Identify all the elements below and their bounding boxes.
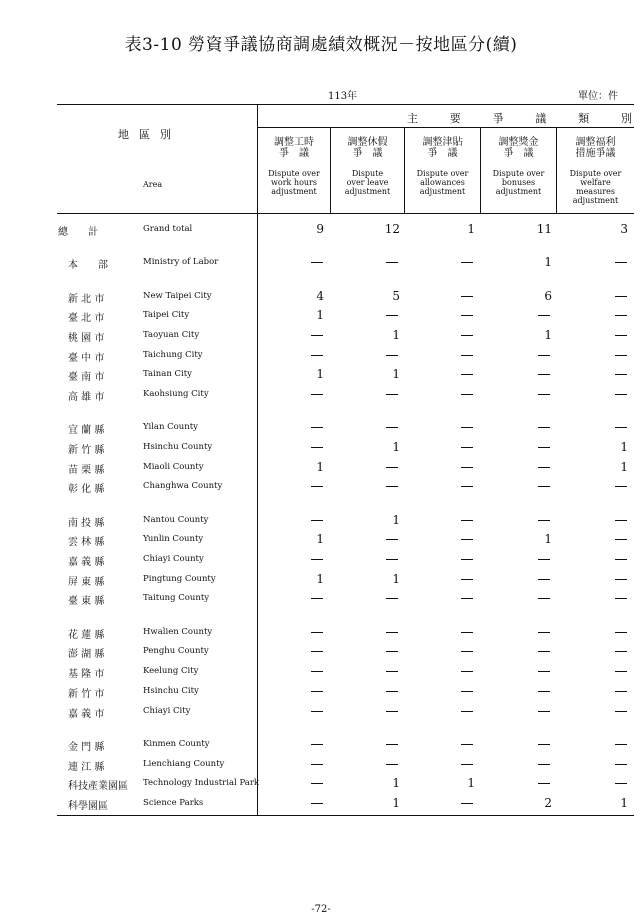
cell-value — [311, 783, 323, 784]
cell-value: 2 — [544, 796, 552, 810]
cell-value: 1 — [316, 532, 324, 546]
table-row — [58, 758, 634, 772]
row-label-en: Kaohsiung City — [143, 389, 209, 399]
cell-value — [386, 467, 398, 468]
column-header — [331, 137, 404, 196]
cell-value: 1 — [392, 367, 400, 381]
table-top-rule — [57, 104, 634, 105]
major-header-char: 主 — [407, 112, 418, 125]
major-header-char: 爭 — [492, 112, 504, 125]
cell-value — [538, 559, 550, 560]
cell-value — [615, 335, 627, 336]
cell-value — [461, 691, 473, 692]
cell-value: 1 — [620, 440, 628, 454]
row-label-en: Yilan County — [143, 422, 198, 432]
page-number: -72- — [311, 904, 331, 915]
cell-value — [615, 315, 627, 316]
cell-value — [461, 598, 473, 599]
cell-value: 11 — [536, 222, 552, 236]
cell-value — [386, 355, 398, 356]
cell-value — [386, 539, 398, 540]
cell-value — [615, 764, 627, 765]
cell-value — [461, 520, 473, 521]
cell-value — [311, 598, 323, 599]
cell-value — [538, 671, 550, 672]
year-label: 113年 — [328, 91, 358, 102]
row-label-zh: 屏 東 縣 — [58, 577, 105, 588]
cell-value — [538, 711, 550, 712]
cell-value — [386, 764, 398, 765]
row-label-zh: 新 竹 縣 — [58, 445, 105, 456]
row-label-en: Kinmen County — [143, 739, 210, 749]
cell-value — [538, 467, 550, 468]
cell-value — [615, 598, 627, 599]
subheader-rule — [258, 127, 634, 128]
cell-value — [461, 486, 473, 487]
cell-value — [538, 447, 550, 448]
row-label-zh: 苗 栗 縣 — [58, 465, 105, 476]
row-label-en: Yunlin County — [143, 534, 204, 544]
region-header: 地區別 — [118, 128, 181, 141]
row-label-zh: 總 計 — [58, 227, 98, 238]
table-row — [58, 626, 634, 640]
cell-value — [311, 335, 323, 336]
cell-value — [386, 427, 398, 428]
cell-value — [538, 394, 550, 395]
cell-value — [386, 598, 398, 599]
row-label-zh: 彰 化 縣 — [58, 484, 105, 495]
cell-value — [538, 632, 550, 633]
row-label-en: Penghu County — [143, 646, 209, 656]
cell-value — [538, 764, 550, 765]
row-label-zh: 連 江 縣 — [58, 762, 105, 773]
row-label-zh: 宜 蘭 縣 — [58, 425, 105, 436]
cell-value — [461, 335, 473, 336]
column-header-en: Dispute over welfare measures adjustment — [569, 169, 622, 205]
row-label-zh: 金 門 縣 — [58, 742, 105, 753]
cell-value — [461, 651, 473, 652]
row-label-zh: 桃 園 市 — [58, 333, 105, 344]
table-row — [58, 290, 634, 304]
cell-value: 1 — [467, 776, 475, 790]
cell-value — [386, 744, 398, 745]
cell-value — [615, 651, 627, 652]
cell-value — [615, 691, 627, 692]
table-row — [58, 309, 634, 323]
row-label-en: Hwalien County — [143, 627, 213, 637]
cell-value — [538, 783, 550, 784]
cell-value — [461, 447, 473, 448]
cell-value — [538, 520, 550, 521]
cell-value — [461, 559, 473, 560]
cell-value — [538, 355, 550, 356]
cell-value — [461, 427, 473, 428]
column-header — [405, 137, 480, 196]
cell-value — [311, 262, 323, 263]
cell-value: 1 — [544, 532, 552, 546]
unit-label: 單位：件 — [578, 91, 618, 102]
row-label-en: Taichung City — [143, 350, 203, 360]
row-label-zh: 雲 林 縣 — [58, 537, 105, 548]
cell-value: 1 — [316, 572, 324, 586]
cell-value — [461, 744, 473, 745]
major-header-char: 要 — [449, 112, 461, 125]
row-label-en: Science Parks — [143, 798, 204, 808]
cell-value — [538, 744, 550, 745]
cell-value — [461, 803, 473, 804]
cell-value — [615, 579, 627, 580]
cell-value: 1 — [544, 328, 552, 342]
cell-value: 1 — [316, 308, 324, 322]
row-label-zh: 南 投 縣 — [58, 518, 105, 529]
cell-value: 12 — [384, 222, 400, 236]
cell-value — [386, 651, 398, 652]
cell-value: 1 — [620, 460, 628, 474]
column-header-zh: 調整獎金 爭 議 — [498, 137, 539, 159]
cell-value — [461, 671, 473, 672]
cell-value: 1 — [544, 255, 552, 269]
row-label-zh: 嘉 義 市 — [58, 709, 105, 720]
column-header-en: Dispute over allowances adjustment — [416, 169, 469, 196]
row-label-en: Changhwa County — [143, 481, 223, 491]
table-row — [58, 461, 634, 475]
table-title: 表3-10 勞資爭議協商調處績效概況－按地區分(續) — [124, 35, 518, 55]
cell-value — [311, 394, 323, 395]
row-label-zh: 高 雄 市 — [58, 392, 105, 403]
cell-value — [461, 394, 473, 395]
table-row — [58, 256, 634, 270]
row-label-en: New Taipei City — [143, 291, 212, 301]
row-label-zh: 本 部 — [58, 260, 108, 271]
cell-value — [615, 783, 627, 784]
cell-value — [615, 486, 627, 487]
row-label-zh: 臺 北 市 — [58, 313, 105, 324]
cell-value: 1 — [620, 796, 628, 810]
table-row — [58, 685, 634, 699]
column-header — [557, 137, 634, 205]
column-header-zh: 調整津貼 爭 議 — [422, 137, 463, 159]
column-header-en: Dispute over leave adjustment — [344, 169, 391, 196]
cell-value — [311, 486, 323, 487]
major-header-char: 議 — [535, 112, 547, 125]
cell-value — [461, 539, 473, 540]
cell-value — [615, 394, 627, 395]
row-label-en: Keelung City — [143, 666, 199, 676]
column-header-en: Dispute over bonuses adjustment — [492, 169, 545, 196]
cell-value: 9 — [316, 222, 324, 236]
row-label-zh: 科技產業園區 — [58, 781, 128, 792]
table-row — [58, 349, 634, 363]
cell-value — [311, 671, 323, 672]
cell-value: 1 — [392, 440, 400, 454]
cell-value — [615, 374, 627, 375]
cell-value — [461, 579, 473, 580]
cell-value — [311, 355, 323, 356]
column-header — [258, 137, 330, 196]
cell-value: 1 — [392, 776, 400, 790]
cell-value — [615, 671, 627, 672]
table-row — [58, 645, 634, 659]
row-label-zh: 花 蓮 縣 — [58, 630, 105, 641]
cell-value: 1 — [392, 572, 400, 586]
cell-value: 3 — [620, 222, 628, 236]
area-header: Area — [143, 180, 163, 189]
column-header-zh: 調整休假 爭 議 — [347, 137, 388, 159]
cell-value: 5 — [392, 289, 400, 303]
column-header-en: Dispute over work hours adjustment — [268, 169, 320, 196]
row-label-en: Hsinchu County — [143, 442, 213, 452]
row-label-zh: 嘉 義 縣 — [58, 557, 105, 568]
cell-value — [461, 296, 473, 297]
cell-value — [461, 764, 473, 765]
cell-value — [311, 803, 323, 804]
cell-value — [386, 711, 398, 712]
row-label-en: Lienchiang County — [143, 759, 225, 769]
cell-value — [461, 632, 473, 633]
cell-value — [386, 632, 398, 633]
table-row — [58, 553, 634, 567]
cell-value — [386, 486, 398, 487]
cell-value — [311, 447, 323, 448]
header-bottom-rule — [57, 213, 634, 214]
row-label-zh: 臺 東 縣 — [58, 596, 105, 607]
cell-value — [615, 427, 627, 428]
row-label-en: Tainan City — [143, 369, 192, 379]
cell-value — [311, 744, 323, 745]
cell-value — [311, 651, 323, 652]
cell-value: 6 — [544, 289, 552, 303]
cell-value — [615, 559, 627, 560]
table-row — [58, 665, 634, 679]
table-row — [58, 705, 634, 719]
row-label-en: Taoyuan City — [143, 330, 200, 340]
cell-value — [538, 579, 550, 580]
cell-value — [461, 262, 473, 263]
row-label-zh: 澎 湖 縣 — [58, 649, 105, 660]
cell-value — [538, 374, 550, 375]
table-row — [58, 592, 634, 606]
cell-value — [615, 355, 627, 356]
cell-value — [311, 520, 323, 521]
cell-value — [538, 315, 550, 316]
cell-value — [615, 632, 627, 633]
row-label-en: Chiayi City — [143, 706, 191, 716]
row-label-en: Nantou County — [143, 515, 209, 525]
table-row — [58, 223, 634, 237]
column-header — [481, 137, 556, 196]
cell-value — [538, 486, 550, 487]
cell-value: 4 — [316, 289, 324, 303]
cell-value — [615, 711, 627, 712]
cell-value — [311, 691, 323, 692]
table-row — [58, 573, 634, 587]
cell-value — [386, 394, 398, 395]
row-label-zh: 新 竹 市 — [58, 689, 105, 700]
cell-value — [461, 374, 473, 375]
cell-value — [461, 711, 473, 712]
cell-value — [311, 559, 323, 560]
major-header-char: 類 — [578, 112, 590, 125]
cell-value — [615, 296, 627, 297]
column-header-zh: 調整工時 爭 議 — [274, 137, 314, 159]
row-label-en: Miaoli County — [143, 462, 204, 472]
cell-value — [615, 520, 627, 521]
row-label-en: Grand total — [143, 224, 193, 234]
row-label-zh: 新 北 市 — [58, 294, 105, 305]
cell-value — [386, 671, 398, 672]
cell-value — [311, 764, 323, 765]
column-header-zh: 調整福利 措施爭議 — [575, 137, 616, 159]
row-label-zh: 科學園區 — [58, 801, 108, 812]
cell-value — [615, 539, 627, 540]
row-label-zh: 臺 南 市 — [58, 372, 105, 383]
cell-value — [311, 632, 323, 633]
cell-value — [615, 744, 627, 745]
table-row — [58, 514, 634, 528]
table-row — [58, 480, 634, 494]
row-label-zh: 基 隆 市 — [58, 669, 105, 680]
cell-value — [386, 691, 398, 692]
cell-value — [311, 427, 323, 428]
row-label-en: Taitung County — [143, 593, 210, 603]
cell-value — [461, 467, 473, 468]
table-row — [58, 777, 634, 791]
row-label-en: Taipei City — [143, 310, 190, 320]
row-label-en: Technology Industrial Park — [143, 778, 260, 788]
table-row — [58, 329, 634, 343]
cell-value — [538, 598, 550, 599]
table-row — [58, 368, 634, 382]
row-label-en: Ministry of Labor — [143, 257, 219, 267]
cell-value: 1 — [392, 328, 400, 342]
cell-value — [538, 691, 550, 692]
cell-value — [615, 262, 627, 263]
table-row — [58, 738, 634, 752]
row-label-en: Chiayi County — [143, 554, 204, 564]
cell-value: 1 — [316, 367, 324, 381]
cell-value — [386, 315, 398, 316]
cell-value: 1 — [467, 222, 475, 236]
row-label-zh: 臺 中 市 — [58, 353, 105, 364]
table-row — [58, 797, 634, 811]
cell-value — [386, 559, 398, 560]
cell-value — [538, 427, 550, 428]
cell-value — [461, 315, 473, 316]
table-bottom-rule — [57, 815, 634, 816]
cell-value: 1 — [392, 796, 400, 810]
table-row — [58, 388, 634, 402]
cell-value — [386, 262, 398, 263]
cell-value: 1 — [392, 513, 400, 527]
major-header-char: 別 — [620, 112, 632, 125]
cell-value — [311, 711, 323, 712]
table-row — [58, 441, 634, 455]
cell-value — [538, 651, 550, 652]
table-row — [58, 421, 634, 435]
major-dispute-header — [407, 110, 632, 126]
cell-value: 1 — [316, 460, 324, 474]
cell-value — [461, 355, 473, 356]
row-label-en: Pingtung County — [143, 574, 216, 584]
table-row — [58, 533, 634, 547]
row-label-en: Hsinchu City — [143, 686, 199, 696]
